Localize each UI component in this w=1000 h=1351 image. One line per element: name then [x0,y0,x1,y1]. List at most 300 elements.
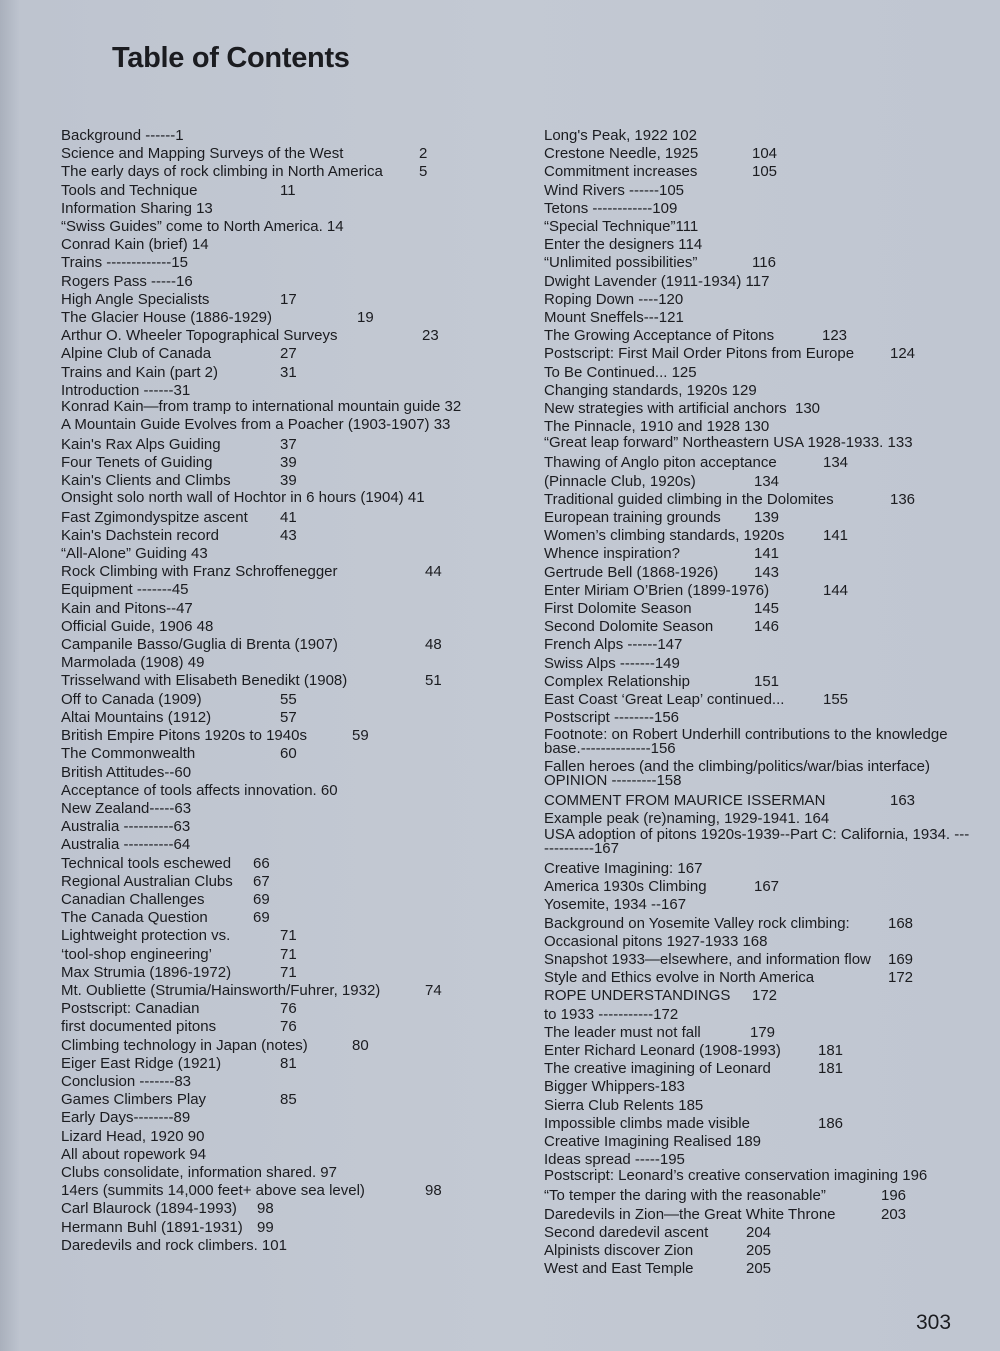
toc-entry-title: Acceptance of tools affects innovation. 60 [61,781,338,799]
toc-entry [544,1078,984,1096]
toc-entry [61,946,511,964]
toc-entry [61,581,511,599]
toc-entry [544,1006,984,1024]
toc-entry [61,1182,511,1200]
toc-entry [544,291,984,309]
toc-entry-title: 14ers (summits 14,000 feet+ above sea level) [61,1182,365,1200]
toc-entry [544,636,984,654]
toc-entry [544,896,984,914]
toc-entry [61,454,511,472]
toc-entry-title: Second daredevil ascent [544,1223,709,1241]
toc-entry-page: 143 [754,563,780,581]
toc-entry-page: 196 [881,1187,907,1205]
toc-entry [61,545,511,563]
toc-entry-title: The Pinnacle, 1910 and 1928 130 [544,418,770,436]
toc-entry [544,600,984,618]
toc-entry-title: Women’s climbing standards, 1920s [544,527,785,545]
toc-entry-page: 85 [280,1091,297,1109]
toc-entry-title: Kain's Clients and Climbs [61,472,231,490]
toc-entry [61,909,511,927]
toc-entry [544,145,984,163]
toc-entry-title: Commitment increases [544,163,698,181]
toc-entry-page: 104 [752,145,778,163]
toc-entry-title: The Commonwealth [61,745,196,763]
toc-entry-title: Carl Blaurock (1894-1993) [61,1200,237,1218]
toc-entry [61,873,511,891]
toc-entry-title: Long's Peak, 1922 102 [544,127,697,144]
toc-entry-title: Altai Mountains (1912) [61,708,212,726]
toc-entry-page: 17 [280,290,297,308]
toc-entry-title: Kain's Rax Alps Guiding [61,436,221,454]
toc-entry-title: The Canada Question [61,909,208,927]
toc-entry-page: 37 [280,436,297,454]
toc-entry-page: 80 [352,1036,369,1054]
toc-entry [544,1187,984,1205]
toc-entry [544,757,974,789]
toc-entry [544,618,984,636]
toc-entry-page: 51 [425,672,442,690]
toc-entry-title: Conrad Kain (brief) 14 [61,236,209,254]
toc-entry-title: Ideas spread -----195 [544,1151,685,1169]
toc-entry [544,200,984,218]
toc-entry-title: Marmolada (1908) 49 [61,654,205,672]
toc-entry-page: 167 [754,878,780,896]
toc-entry-title: British Empire Pitons 1920s to 1940s [61,727,307,745]
toc-entry-title: Background on Yosemite Valley rock climbing: [544,914,850,932]
toc-entry-title: Four Tenets of Guiding [61,454,213,472]
toc-entry [544,236,984,254]
toc-entry-page: 203 [881,1205,907,1223]
toc-entry-title: Climbing technology in Japan (notes) [61,1036,308,1054]
toc-entry-title: Enter Miriam O’Brien (1899-1976) [544,581,770,599]
toc-entry [544,382,984,400]
page-number: 303 [916,1311,952,1334]
toc-entry-title: High Angle Specialists [61,290,210,308]
toc-entry-page: 172 [888,969,914,987]
toc-entry [61,600,511,618]
toc-entry-title: Max Strumia (1896-1972) [61,963,232,981]
toc-entry [544,1133,984,1151]
toc-entry [61,636,511,654]
toc-entry-page: 23 [422,327,439,345]
toc-entry-page: 141 [754,545,780,563]
toc-entry-title: Example peak (re)naming, 1929-1941. 164 [544,809,830,827]
toc-entry-title: “Special Technique”111 [544,218,699,236]
toc-entry [544,273,984,291]
toc-entry [61,563,511,581]
toc-entry-title: Equipment -------45 [61,581,189,599]
toc-entry-title: To Be Continued... 125 [544,363,697,381]
toc-entry-title: Daredevils in Zion—the Great White Throne [544,1205,836,1223]
toc-entry-page: 144 [823,581,849,599]
toc-entry-title: Mount Sneffels---121 [544,309,684,327]
toc-entry-title: Science and Mapping Surveys of the West [61,145,344,163]
toc-entry [61,182,511,200]
toc-entry-title: Onsight solo north wall of Hochtor in 6 hours (1904) 41 [61,488,425,506]
toc-entry-title: Creative Imagining: 167 [544,859,703,877]
toc-entry-title: Postscript: Leonard’s creative conservation imagining 196 [544,1167,928,1185]
toc-entry [61,127,511,145]
toc-entry-page: 74 [425,981,442,999]
toc-entry-title: Australia ----------63 [61,818,191,836]
toc-entry [544,182,984,200]
toc-entry-title: “Swiss Guides” come to North America. 14 [61,218,344,236]
toc-entry-page: 139 [754,509,780,527]
toc-entry-page: 205 [746,1260,772,1278]
toc-entry [61,1146,511,1164]
toc-entry-page: 71 [280,927,297,945]
toc-entry-title: Official Guide, 1906 48 [61,617,214,635]
toc-entry-title: Sierra Club Relents 185 [544,1096,704,1114]
toc-entry-page: 151 [754,672,780,690]
toc-entry-page: 123 [822,327,848,345]
toc-entry-title: Background ------1 [61,127,184,144]
toc-entry [544,400,984,418]
toc-entry-title: Traditional guided climbing in the Dolomites [544,490,834,508]
toc-entry-page: 134 [754,472,780,490]
toc-entry [61,709,511,727]
toc-entry-title: “Great leap forward” Northeastern USA 1928-1933. 133 [544,434,913,452]
toc-entry [61,964,511,982]
toc-entry-page: 81 [280,1054,297,1072]
toc-entry [61,764,511,782]
toc-entry-title: Tools and Technique [61,181,198,199]
toc-entry [544,1242,984,1260]
toc-entry-page: 205 [746,1241,772,1259]
toc-entry-page: 134 [823,454,849,472]
toc-entry-title: Second Dolomite Season [544,618,714,636]
toc-entry [61,691,511,709]
toc-entry [544,545,984,563]
toc-entry-title: Trisselwand with Elisabeth Benedikt (1908) [61,672,348,690]
toc-entry [61,200,511,218]
toc-entry-title: Fallen heroes (and the climbing/politics/war/bias interface) OPINION ---------158 [544,757,931,789]
toc-entry-title: The Growing Acceptance of Pitons [544,327,775,345]
toc-entry-title: Kain's Dachstein record [61,526,219,544]
toc-entry [544,915,984,933]
toc-entry-title: Hermann Buhl (1891-1931) [61,1218,243,1236]
toc-entry-title: Enter Richard Leonard (1908-1993) [544,1041,781,1059]
toc-entry-page: 39 [280,454,297,472]
toc-entry [61,654,511,672]
toc-entry-title: ROPE UNDERSTANDINGS [544,987,731,1005]
toc-entry-title: First Dolomite Season [544,600,692,618]
toc-entry-title: Complex Relationship [544,672,690,690]
toc-right-column [544,127,984,1278]
toc-entry-title: America 1930s Climbing [544,878,707,896]
toc-entry-page: 172 [752,987,778,1005]
toc-entry [61,400,491,414]
toc-entry-title: Technical tools eschewed [61,854,232,872]
toc-left-column [61,127,511,1255]
toc-entry-title: Snapshot 1933—elsewhere, and information flow [544,950,871,968]
toc-entry-title: A Mountain Guide Evolves from a Poacher (1903-1907) 33 [61,416,451,434]
toc-entry-title: Alpinists discover Zion [544,1241,694,1259]
toc-entry-page: 155 [823,691,849,709]
toc-entry-title: Arthur O. Wheeler Topographical Surveys [61,327,338,345]
toc-entry [61,1000,511,1018]
toc-entry [544,1115,984,1133]
toc-entry-page: 169 [888,950,914,968]
toc-entry [61,727,511,745]
toc-entry [61,927,511,945]
toc-entry-page: 124 [890,345,916,363]
toc-entry-page: 60 [280,745,297,763]
toc-entry [61,1055,511,1073]
toc-entry-title: Postscript: First Mail Order Pitons from Europe [544,345,855,363]
toc-entry-title: Enter the designers 114 [544,236,703,254]
toc-entry [544,825,974,857]
toc-entry-title: The leader must not fall [544,1023,701,1041]
toc-entry-title: “Unlimited possibilities” [544,254,698,272]
toc-entry-title: Lightweight protection vs. [61,927,231,945]
toc-entry [61,982,511,1000]
toc-entry [61,436,511,454]
toc-entry-title: Lizard Head, 1920 90 [61,1127,205,1145]
toc-entry [61,836,511,854]
toc-entry [544,218,984,236]
toc-entry-title: Regional Australian Clubs [61,872,233,890]
toc-entry [544,673,984,691]
toc-entry-page: 204 [746,1223,772,1241]
toc-entry-title: Swiss Alps -------149 [544,654,680,672]
toc-entry-title: “To temper the daring with the reasonable” [544,1187,826,1205]
toc-entry [544,860,984,878]
toc-entry [544,1060,984,1078]
toc-entry-title: Gertrude Bell (1868-1926) [544,563,719,581]
toc-entry [544,327,984,345]
toc-entry [61,145,511,163]
toc-entry-page: 146 [754,618,780,636]
toc-entry-title: Footnote: on Robert Underhill contributions to the knowledge base.--------------156 [544,725,948,757]
toc-entry-title: New Zealand-----63 [61,799,192,817]
toc-entry-title: European training grounds [544,509,721,527]
toc-entry-title: Eiger East Ridge (1921) [61,1054,222,1072]
toc-entry-page: 189 [736,1132,762,1150]
toc-entry-title: Style and Ethics evolve in North America [544,969,815,987]
toc-entry-page: 76 [280,1000,297,1018]
toc-entry [61,818,511,836]
toc-entry-title: East Coast ‘Great Leap’ continued... [544,691,785,709]
toc-entry [61,509,511,527]
toc-entry-page: 145 [754,600,780,618]
toc-entry [61,800,511,818]
toc-entry-title: The Glacier House (1886-1929) [61,309,272,327]
toc-entry-title: (Pinnacle Club, 1920s) [544,472,696,490]
toc-entry-title: Canadian Challenges [61,890,205,908]
toc-entry [61,1018,511,1036]
toc-entry [544,527,984,545]
toc-entry [61,672,511,690]
toc-entry-page: 69 [253,890,270,908]
toc-entry [61,782,511,800]
toc-entry [61,254,511,272]
toc-entry-page: 19 [357,309,374,327]
toc-entry [544,1097,984,1115]
toc-entry [544,163,984,181]
toc-entry [61,1037,511,1055]
toc-entry [544,655,984,673]
toc-entry [544,933,984,951]
toc-entry [61,745,511,763]
toc-entry [544,509,984,527]
toc-entry-page: 99 [257,1218,274,1236]
toc-entry-page: 44 [425,563,442,581]
toc-entry [544,951,984,969]
toc-entry-page: 136 [890,490,916,508]
toc-entry [61,163,511,181]
toc-entry-title: The early days of rock climbing in North America [61,163,383,181]
toc-entry-page: 67 [253,872,270,890]
toc-entry [544,987,984,1005]
toc-entry-title: Tetons ------------109 [544,199,678,217]
toc-entry [544,1224,984,1242]
toc-entry-page: 163 [890,791,916,809]
toc-entry [544,969,984,987]
toc-entry-title: Roping Down ----120 [544,290,684,308]
toc-entry-page: 39 [280,472,297,490]
toc-entry [544,345,984,363]
toc-entry-title: “All-Alone” Guiding 43 [61,545,208,563]
toc-entry-title: Wind Rivers ------105 [544,181,685,199]
toc-entry-title: All about ropework 94 [61,1145,207,1163]
toc-entry-title: Games Climbers Play [61,1091,207,1109]
toc-entry-title: New strategies with artificial anchors [544,400,787,418]
toc-entry [544,582,984,600]
toc-entry [544,691,984,709]
toc-entry-title: Kain and Pitons--47 [61,599,193,617]
toc-entry-title: Information Sharing 13 [61,199,213,217]
toc-entry-title: Yosemite, 1934 --167 [544,896,687,914]
toc-entry-page: 71 [280,963,297,981]
toc-entry-title: Off to Canada (1909) [61,690,202,708]
toc-entry-title: first documented pitons [61,1018,217,1036]
toc-entry-title: Thawing of Anglo piton acceptance [544,454,777,472]
toc-entry-page: 69 [253,909,270,927]
toc-entry-title: Mt. Oubliette (Strumia/Hainsworth/Fuhrer, 1932) [61,981,381,999]
toc-entry-page: 186 [818,1114,844,1132]
toc-entry-page: 57 [280,708,297,726]
toc-entry-title: Whence inspiration? [544,545,680,563]
toc-entry-page: 105 [752,163,778,181]
toc-entry-title: Postscript --------156 [544,709,680,727]
toc-entry-page: 71 [280,945,297,963]
toc-entry-page: 76 [280,1018,297,1036]
toc-entry-title: COMMENT FROM MAURICE ISSERMAN [544,791,826,809]
toc-entry-page: 181 [818,1060,844,1078]
toc-entry [61,345,511,363]
toc-entry [61,418,491,432]
toc-entry-title: Daredevils and rock climbers. 101 [61,1236,287,1254]
toc-entry-title: Trains -------------15 [61,254,188,272]
toc-entry [544,1260,984,1278]
toc-entry [544,454,984,472]
toc-entry [61,1237,511,1255]
toc-entry-page: 98 [257,1200,274,1218]
toc-entry [61,273,511,291]
toc-entry [544,364,984,382]
toc-entry [61,1164,511,1182]
toc-entry-title: The creative imagining of Leonard [544,1060,771,1078]
toc-entry-title: Alpine Club of Canada [61,345,212,363]
toc-entry [544,725,974,757]
toc-entry-page: 41 [280,508,297,526]
toc-entry-page: 98 [425,1182,442,1200]
toc-entry-page: 55 [280,690,297,708]
toc-entry [61,236,511,254]
toc-entry-page: 27 [280,345,297,363]
toc-entry-title: Campanile Basso/Guglia di Brenta (1907) [61,636,338,654]
toc-entry-page: 11 [280,181,296,199]
toc-entry-title: French Alps ------147 [544,636,683,654]
toc-entry-title: Occasional pitons 1927-1933 168 [544,932,768,950]
toc-entry [61,327,511,345]
toc-entry [544,436,974,450]
toc-entry-title: Bigger Whippers-183 [544,1078,685,1096]
toc-entry-title: Dwight Lavender (1911-1934) 117 [544,272,770,290]
toc-entry [61,618,511,636]
toc-entry-page: 181 [818,1041,844,1059]
toc-entry-title: West and East Temple [544,1260,694,1278]
toc-entry-page: 168 [888,914,914,932]
toc-entry [61,218,511,236]
toc-entry [61,891,511,909]
toc-entry [61,1219,511,1237]
toc-entry-page: 43 [280,526,297,544]
toc-entry-title: Konrad Kain—from tramp to international mountain guide 32 [61,398,462,416]
toc-entry [61,488,491,506]
toc-entry [61,1091,511,1109]
page-title: Table of Contents [112,42,350,74]
toc-entry [61,1109,511,1127]
toc-entry-title: Early Days--------89 [61,1109,191,1127]
toc-entry [544,473,984,491]
toc-entry-title: Trains and Kain (part 2) [61,363,219,381]
toc-entry [544,309,984,327]
toc-entry [61,1073,511,1091]
toc-entry-title: Postscript: Canadian [61,1000,200,1018]
toc-entry [544,1042,984,1060]
toc-entry-title: Crestone Needle, 1925 [544,145,699,163]
toc-entry-title: Impossible climbs made visible [544,1114,750,1132]
toc-entry [61,309,511,327]
toc-entry-title: ‘tool-shop engineering’ [61,945,212,963]
toc-entry-page: 59 [352,727,369,745]
toc-entry-page: 141 [823,527,849,545]
toc-entry [544,491,984,509]
toc-entry-title: Fast Zgimondyspitze ascent [61,508,248,526]
toc-entry [544,1206,984,1224]
toc-entry-page: 48 [425,636,442,654]
toc-entry [544,1024,984,1042]
toc-entry-page: 116 [752,254,776,272]
toc-entry-title: British Attitudes--60 [61,763,192,781]
toc-entry-title: Rogers Pass -----16 [61,272,193,290]
toc-entry [544,564,984,582]
toc-entry-page: 31 [280,363,297,381]
toc-entry [544,878,984,896]
toc-entry-page: 130 [795,400,821,418]
toc-entry-title: Creative Imagining Realised [544,1132,732,1150]
toc-entry-page: 5 [419,163,428,181]
toc-entry-page: 179 [750,1023,776,1041]
toc-entry-title: USA adoption of pitons 1920s-1939--Part C: California, 1934. -------------167 [544,825,970,857]
toc-entry [61,364,511,382]
toc-entry-title: Changing standards, 1920s 129 [544,381,757,399]
toc-entry-title: Conclusion -------83 [61,1072,192,1090]
toc-entry [61,527,511,545]
toc-entry-title: Introduction ------31 [61,381,191,399]
